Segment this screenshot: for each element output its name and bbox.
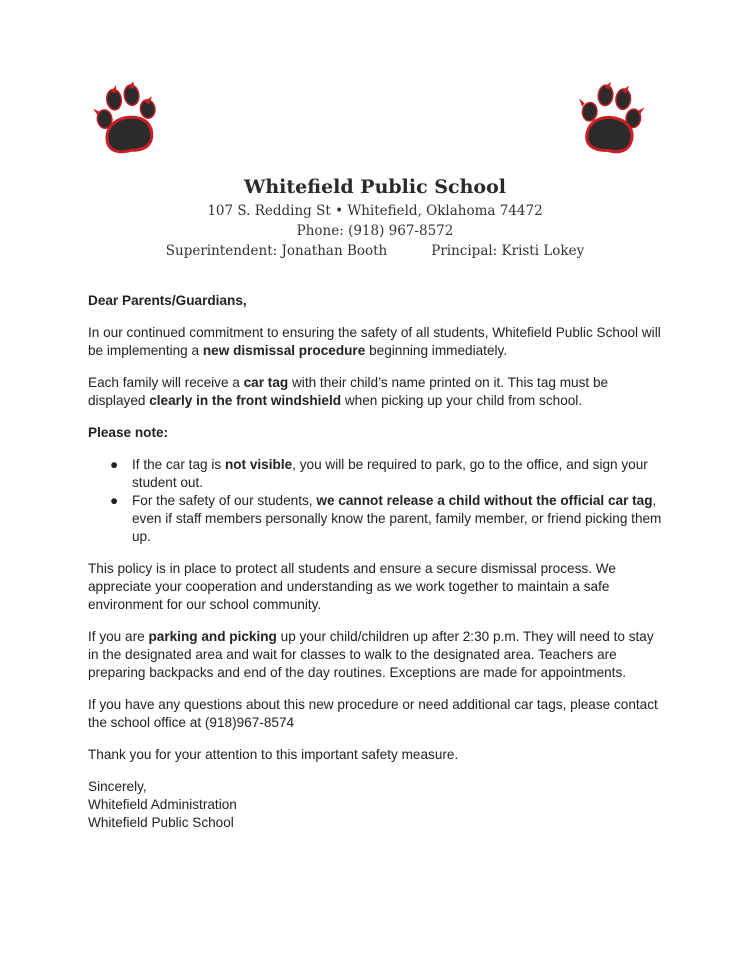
superintendent: Superintendent: Jonathan Booth <box>165 243 388 259</box>
bullet-icon: ● <box>110 457 119 472</box>
paragraph-contact: If you have any questions about this new procedure or need additional car tags, please contact the school office at (918)967-8574 <box>88 697 658 730</box>
staff-line <box>0 243 750 259</box>
school-address: 107 S. Redding St • Whitefield, Oklahoma 74472 <box>207 203 543 219</box>
signer-line-1: Whitefield Administration <box>88 797 237 812</box>
school-phone: Phone: (918) 967-8572 <box>296 223 454 239</box>
paw-print-icon <box>575 82 647 158</box>
paragraph-thanks: Thank you for your attention to this important safety measure. <box>88 747 459 762</box>
paragraph-policy: This policy is in place to protect all students and ensure a secure dismissal process. We appreciate your cooperation and understanding as we work together to maintain a safe environment for our school community. <box>88 561 616 612</box>
signer-line-2: Whitefield Public School <box>88 815 234 830</box>
school-name: Whitefield Public School <box>244 176 506 198</box>
paragraph-intro: In our continued commitment to ensuring the safety of all students, Whitefield Public School will be implementing a new dismissal procedure beginning immediately. <box>88 325 661 358</box>
note-heading: Please note: <box>88 425 169 440</box>
principal: Principal: Kristi Lokey <box>431 243 585 259</box>
list-item: ● If the car tag is not visible, you will be required to park, go to the office, and sign your student out. <box>110 457 648 490</box>
paragraph-car-tag: Each family will receive a car tag with their child’s name printed on it. This tag must be displayed clearly in the front windshield when picking up your child from school. <box>88 375 609 408</box>
greeting: Dear Parents/Guardians, <box>88 293 247 308</box>
bullet-icon: ● <box>110 493 119 508</box>
closing: Sincerely, <box>88 779 147 794</box>
letter-body <box>88 292 668 832</box>
paragraph-parking: If you are parking and picking up your child/children up after 2:30 p.m. They will need to stay in the designated area and wait for classes to walk to the designated area. Teachers are preparing backpacks and end of the day routines. Exceptions are made for appointments. <box>88 629 654 680</box>
list-item: ● For the safety of our students, we cannot release a child without the official car tag, even if staff members personally know the parent, family member, or friend picking them up. <box>110 493 662 544</box>
signature-block <box>88 778 668 832</box>
paw-print-icon <box>91 82 163 158</box>
note-list <box>88 456 668 546</box>
